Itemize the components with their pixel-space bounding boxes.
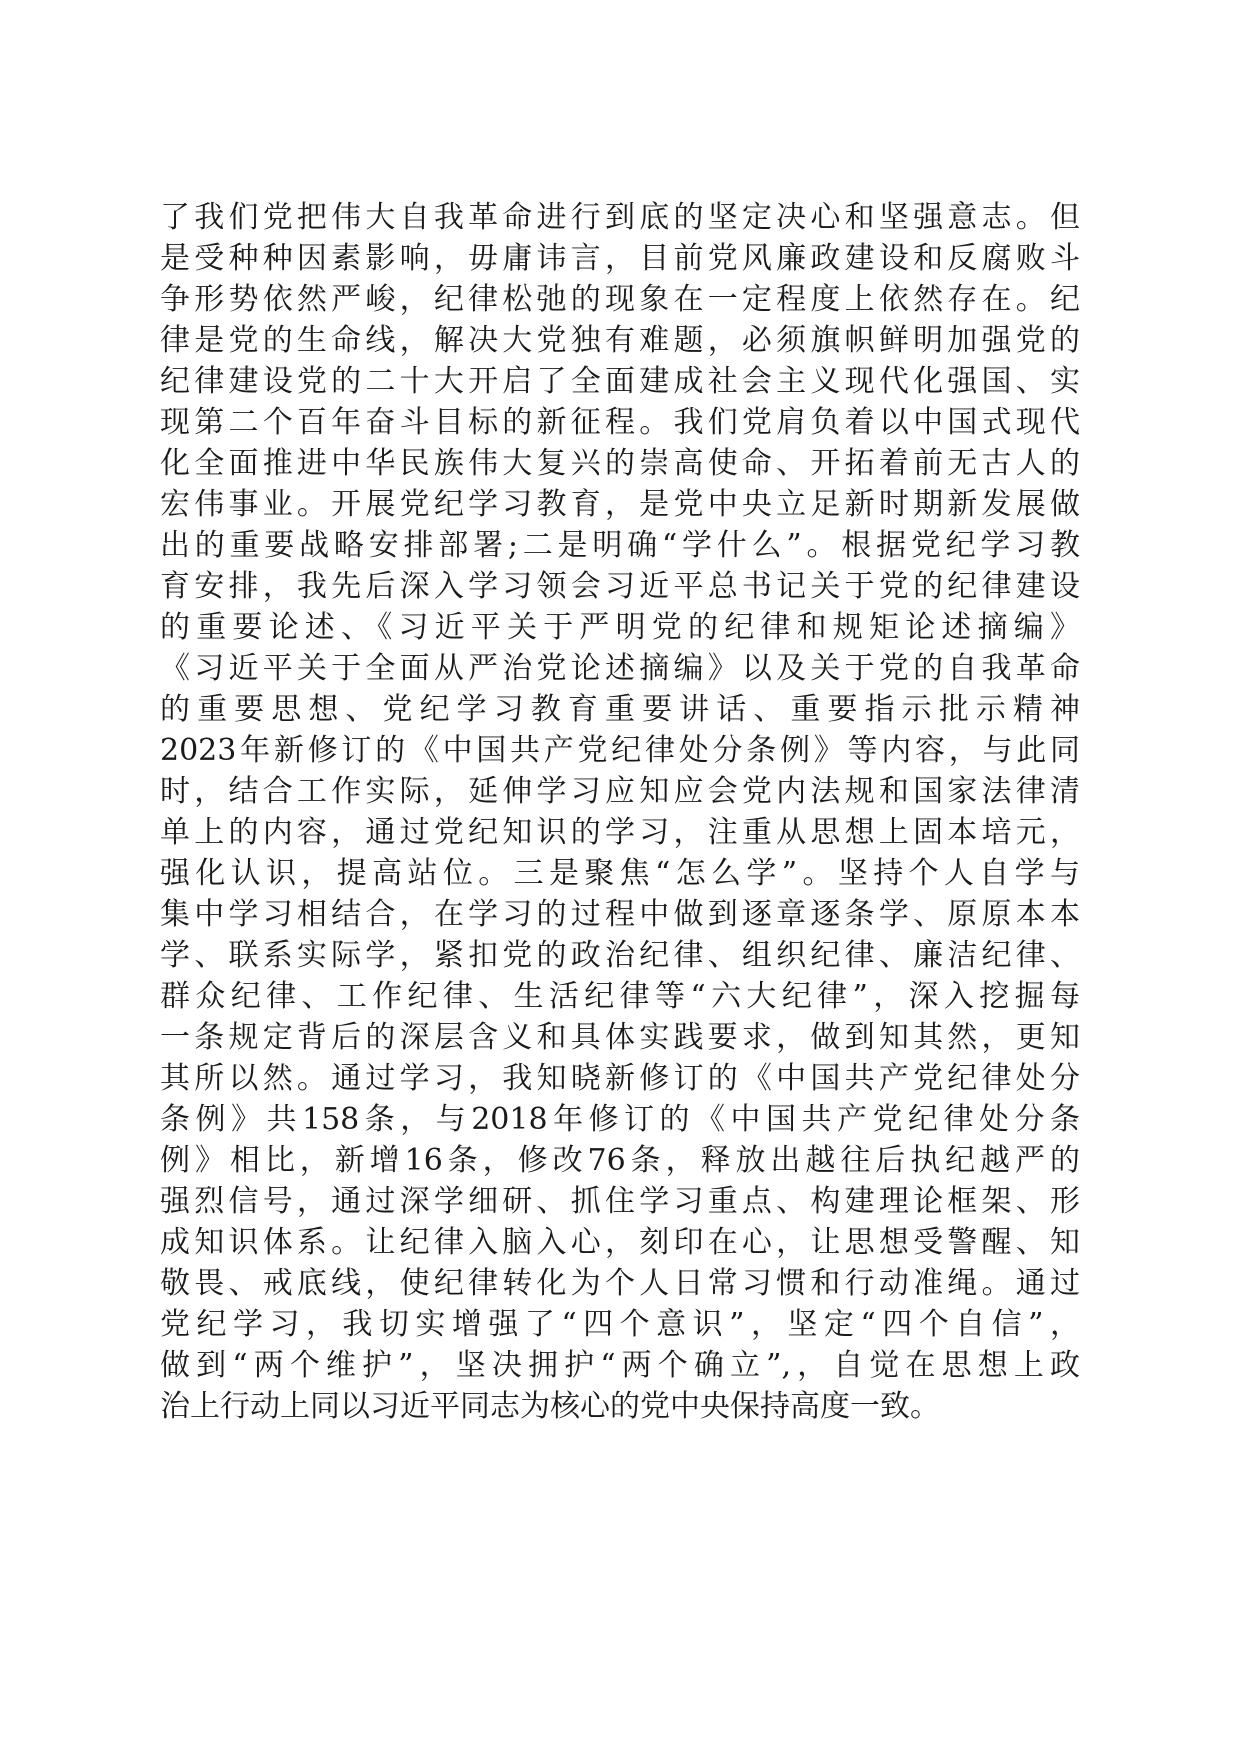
text-line: 强烈信号，通过深学细研、抓住学习重点、构建理论框架、形 [160, 1184, 1080, 1219]
text-line: 时，结合工作实际，延伸学习应知应会党内法规和国家法律清 [160, 774, 1080, 809]
text-line: 群众纪律、工作纪律、生活纪律等“六大纪律”，深入挖掘每 [160, 979, 1080, 1014]
text-line: 出的重要战略安排部署;二是明确“学什么”。根据党纪学习教 [160, 528, 1080, 563]
text-line: 例》相比，新增16条，修改76条，释放出越往后执纪越严的 [160, 1143, 1080, 1178]
text-line: 宏伟事业。开展党纪学习教育，是党中央立足新时期新发展做 [160, 487, 1080, 522]
text-line: 单上的内容，通过党纪知识的学习，注重从思想上固本培元， [160, 815, 1080, 850]
text-line: 律是党的生命线，解决大党独有难题，必须旗帜鲜明加强党的 [160, 323, 1080, 358]
text-line: 了我们党把伟大自我革命进行到底的坚定决心和坚强意志。但 [160, 200, 1080, 235]
text-line: 育安排，我先后深入学习领会习近平总书记关于党的纪律建设 [160, 569, 1080, 604]
text-line: 纪律建设党的二十大开启了全面建成社会主义现代化强国、实 [160, 364, 1080, 399]
text-line: 化全面推进中华民族伟大复兴的崇高使命、开拓着前无古人的 [160, 446, 1080, 481]
text-line: 做到“两个维护”，坚决拥护“两个确立”,，自觉在思想上政 [160, 1348, 1080, 1383]
text-line: 成知识体系。让纪律入脑入心，刻印在心，让思想受警醒、知 [160, 1225, 1080, 1260]
text-line: 强化认识，提高站位。三是聚焦“怎么学”。坚持个人自学与 [160, 856, 1080, 891]
text-line: 治上行动上同以习近平同志为核心的党中央保持高度一致。 [160, 1389, 940, 1424]
body-text [160, 197, 1080, 1427]
text-line: 其所以然。通过学习，我知晓新修订的《中国共产党纪律处分 [160, 1061, 1080, 1096]
text-line: 的重要论述、《习近平关于严明党的纪律和规矩论述摘编》 [160, 610, 1080, 645]
text-line: 学、联系实际学，紧扣党的政治纪律、组织纪律、廉洁纪律、 [160, 938, 1080, 973]
text-line: 现第二个百年奋斗目标的新征程。我们党肩负着以中国式现代 [160, 405, 1080, 440]
text-line: 党纪学习，我切实增强了“四个意识”，坚定“四个自信”， [160, 1307, 1080, 1342]
text-line: 条例》共158条，与2018年修订的《中国共产党纪律处分条 [160, 1102, 1080, 1137]
text-line: 集中学习相结合，在学习的过程中做到逐章逐条学、原原本本 [160, 897, 1080, 932]
text-line: 敬畏、戒底线，使纪律转化为个人日常习惯和行动准绳。通过 [160, 1266, 1080, 1301]
text-line: 的重要思想、党纪学习教育重要讲话、重要指示批示精神 [160, 692, 1080, 727]
text-line: 是受种种因素影响，毋庸讳言，目前党风廉政建设和反腐败斗 [160, 241, 1080, 276]
text-line: 2023年新修订的《中国共产党纪律处分条例》等内容，与此同 [160, 733, 1080, 768]
text-line: 一条规定背后的深层含义和具体实践要求，做到知其然，更知 [160, 1020, 1080, 1055]
text-line: 争形势依然严峻，纪律松弛的现象在一定程度上依然存在。纪 [160, 282, 1080, 317]
text-line: 《习近平关于全面从严治党论述摘编》以及关于党的自我革命 [160, 651, 1080, 686]
